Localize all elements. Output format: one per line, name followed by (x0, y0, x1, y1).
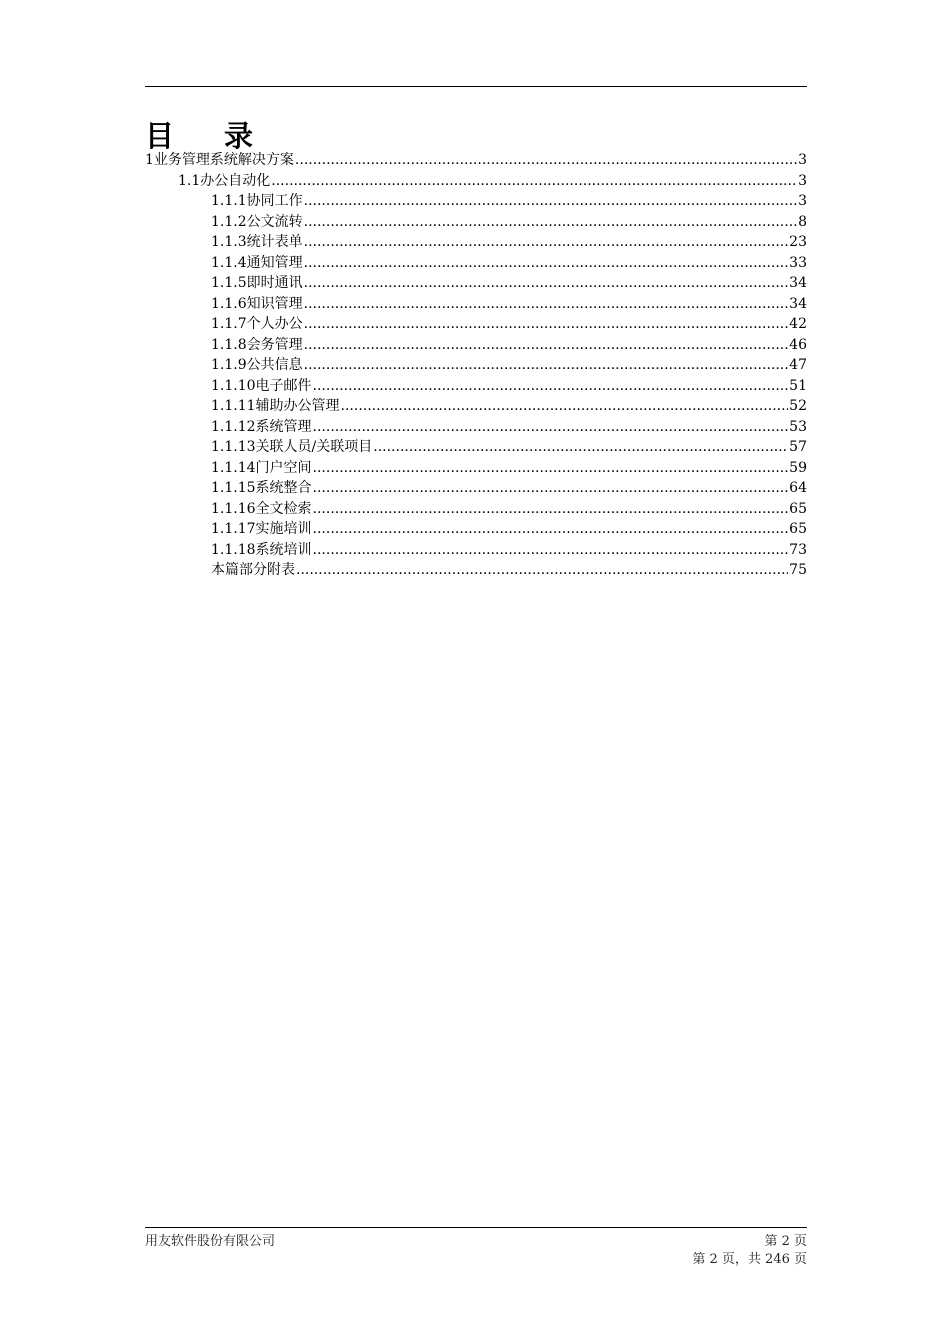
toc-entry-number: 1.1.8 (211, 336, 247, 353)
toc-entry-label: 辅助办公管理 (255, 398, 340, 414)
toc-entry[interactable] (145, 355, 807, 376)
toc-entry[interactable] (145, 273, 807, 294)
toc-entry-number: 1.1.15 (211, 480, 256, 496)
toc-entry-page: 34 (789, 275, 807, 291)
toc-leader-dots (271, 171, 797, 192)
toc-entry-number: 1.1.1 (211, 193, 247, 209)
toc-entry-page: 64 (789, 480, 807, 496)
toc-entry-page: 8 (798, 213, 807, 230)
toc-leader-dots (341, 396, 789, 417)
toc-entry-label: 协同工作 (246, 193, 303, 209)
toc-entry-number: 1.1.2 (211, 213, 247, 230)
toc-leader-dots (313, 417, 789, 438)
toc-entry-label: 统计表单 (246, 234, 303, 250)
toc-entry[interactable] (145, 499, 807, 520)
toc-entry-page: 59 (789, 459, 807, 476)
toc-entry[interactable] (145, 294, 807, 315)
toc-heading (145, 114, 253, 155)
toc-entry-label: 办公自动化 (200, 172, 271, 189)
toc-entry-label: 系统培训 (255, 541, 312, 558)
toc-entry[interactable] (145, 560, 807, 581)
toc-entry-number: 1 (145, 152, 154, 168)
toc-entry-number: 1.1.17 (211, 521, 256, 537)
toc-leader-dots (313, 540, 789, 561)
toc-entry-label: 系统管理 (255, 418, 312, 435)
toc-entry[interactable] (145, 478, 807, 499)
toc-entry-label: 即时通讯 (246, 275, 303, 291)
toc-entry-page: 51 (789, 377, 807, 394)
toc-entry[interactable] (145, 253, 807, 274)
toc-entry-page: 34 (789, 295, 807, 312)
toc-entry-page: 46 (789, 336, 807, 353)
toc-leader-dots (313, 499, 789, 520)
toc-entry-number: 1.1.10 (211, 377, 256, 394)
toc-entry-label: 会务管理 (246, 336, 303, 353)
toc-entry-label: 全文检索 (255, 500, 312, 517)
toc-entry-number: 1.1 (178, 172, 201, 189)
toc-entry[interactable] (145, 171, 807, 192)
toc-leader-dots (304, 212, 797, 233)
toc-entry-page: 52 (789, 398, 807, 414)
toc-leader-dots (295, 150, 797, 171)
footer-rule (145, 1227, 807, 1228)
toc-entry[interactable] (145, 519, 807, 540)
toc-entry-page: 3 (798, 152, 807, 168)
toc-entry-number: 1.1.18 (211, 541, 256, 558)
toc-entry-page: 73 (789, 541, 807, 558)
toc-entry-number: 1.1.3 (211, 234, 247, 250)
toc-entry-page: 75 (789, 562, 807, 578)
toc-entry[interactable] (145, 376, 807, 397)
toc-entry-page: 3 (798, 172, 807, 189)
toc-entry-label: 个人办公 (246, 316, 303, 332)
toc-entry[interactable] (145, 540, 807, 561)
toc-entry-label: 本篇部分附表 (211, 562, 295, 578)
toc-entry[interactable] (145, 191, 807, 212)
toc-entry-label: 业务管理系统解决方案 (153, 152, 294, 168)
toc-leader-dots (313, 376, 789, 397)
toc-leader-dots (304, 253, 789, 274)
toc-entry-number: 1.1.4 (211, 254, 247, 271)
toc-entry[interactable] (145, 437, 807, 458)
toc-entry[interactable] (145, 314, 807, 335)
toc-entry-page: 65 (789, 521, 807, 537)
toc-entry-label: 系统整合 (255, 480, 312, 496)
toc-entry-number: 1.1.7 (211, 316, 247, 332)
toc-entry-label: 门户空间 (255, 459, 312, 476)
toc-entry-number: 1.1.9 (211, 357, 247, 373)
toc-entry[interactable] (145, 335, 807, 356)
toc-entry[interactable] (145, 458, 807, 479)
toc-leader-dots (304, 294, 789, 315)
toc-leader-dots (313, 478, 789, 499)
toc-entry-page: 33 (789, 254, 807, 271)
toc-leader-dots (313, 519, 789, 540)
toc-entry-label: 公共信息 (246, 357, 303, 373)
toc-entry-number: 1.1.16 (211, 500, 256, 517)
toc-entry-label: 知识管理 (246, 295, 303, 312)
footer-company: 用友软件股份有限公司 (145, 1234, 276, 1249)
toc-entry-page: 47 (789, 357, 807, 373)
toc-entry-page: 3 (798, 193, 807, 209)
toc-entry-page: 65 (789, 500, 807, 517)
toc-entry-page: 57 (789, 439, 807, 455)
toc-entry-page: 23 (789, 234, 807, 250)
toc-entry[interactable] (145, 417, 807, 438)
toc-heading-right: 录 (224, 119, 254, 153)
toc-entry-label: 通知管理 (246, 254, 303, 271)
header-rule (145, 86, 807, 87)
footer-page-label: 第 2 页 (764, 1234, 807, 1249)
toc-leader-dots (304, 335, 789, 356)
toc-entry[interactable] (145, 212, 807, 233)
toc-entry-number: 1.1.11 (211, 398, 256, 414)
toc-leader-dots (296, 560, 788, 581)
toc-entry-number: 1.1.14 (211, 459, 256, 476)
toc-leader-dots (313, 458, 789, 479)
toc-leader-dots (304, 314, 789, 335)
toc-leader-dots (304, 355, 789, 376)
toc-leader-dots (304, 191, 797, 212)
toc-entry-number: 1.1.13 (211, 439, 256, 455)
toc-heading-left: 目 (145, 119, 175, 153)
toc-entry-page: 42 (789, 316, 807, 332)
toc-entry[interactable] (145, 150, 807, 171)
toc-entry-page: 53 (789, 418, 807, 435)
toc-entry-number: 1.1.6 (211, 295, 247, 312)
toc-entry[interactable] (145, 232, 807, 253)
footer-page-total: 第 2 页，共 246 页 (692, 1252, 807, 1267)
toc-entry-label: 公文流转 (246, 213, 303, 230)
table-of-contents (145, 150, 807, 581)
toc-leader-dots (304, 273, 789, 294)
toc-leader-dots (373, 437, 788, 458)
toc-entry[interactable] (145, 396, 807, 417)
toc-entry-label: 实施培训 (255, 521, 312, 537)
toc-entry-label: 电子邮件 (255, 377, 312, 394)
toc-entry-number: 1.1.5 (211, 275, 247, 291)
toc-entry-number: 1.1.12 (211, 418, 256, 435)
toc-leader-dots (304, 232, 789, 253)
toc-entry-label: 关联人员/关联项目 (255, 439, 373, 455)
